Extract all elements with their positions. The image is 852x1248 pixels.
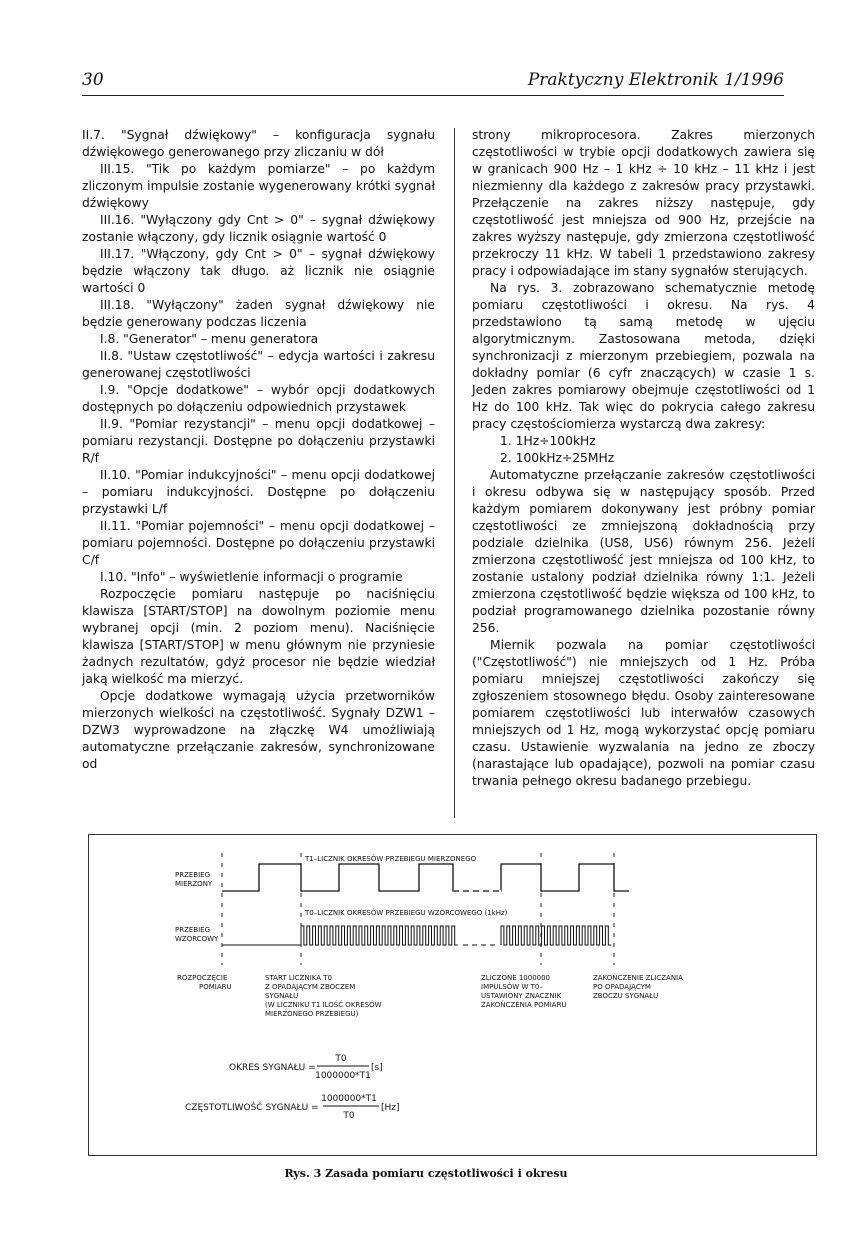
note-counted-line1: ZLICZONE 1000000 — [481, 974, 551, 982]
page-header — [82, 64, 784, 92]
reference-label-line1: PRZEBIEG — [175, 926, 211, 934]
paragraph: III.18. "Wyłączony" żaden sygnał dźwiękowy nie będzie generowany podczas liczenia — [82, 298, 435, 329]
paragraph: Opcje dodatkowe wymagają użycia przetworników mierzonych wielkości na częstotliwość. Sygnały DZW1 – DZW3 wyprowadzone na złączkę W4 umożliwiają automatyczne przełączanie zakresów, synchronizowane od — [82, 689, 435, 771]
measured-waveform — [222, 864, 629, 891]
note-counted-line3: USTAWIONY ZNACZNIK — [481, 992, 562, 1000]
paragraph: I.10. "Info" – wyświetlenie informacji o programie — [100, 570, 403, 584]
note-end-line1: ZAKOŃCZENIE ZLICZANIA — [593, 974, 683, 982]
note-t0-start-line1: START LICZNIKA T0 — [265, 974, 332, 982]
header-rule — [82, 95, 784, 96]
note-start-line2: POMIARU — [199, 983, 232, 991]
paragraph: Na rys. 3. zobrazowano schematycznie metodę pomiaru częstotliwości i okresu. Na rys. 4 przedstawiono tą samą metodę w ujęciu algorytmicznym. Zastosowana metoda, dzięki synchronizacji z mierzonym przebiegiem, pozwala na dokładny pomiar (6 cyfr znaczących) w czasie 1 s. Jeden zakres pomiarowy obejmuje częstotliwości od 1 Hz do 100 kHz. Tak więc do pokrycia całego zakresu pracy częstościomierza wystarczą dwa zakresy: — [472, 281, 815, 431]
note-t0-start-line5: MIERZONEGO PRZEBIEGU) — [265, 1010, 359, 1018]
paragraph: I.9. "Opcje dodatkowe" – wybór opcji dodatkowych dostępnych po dołączeniu odpowiednich przystawek — [82, 383, 435, 414]
paragraph: II.7. "Sygnał dźwiękowy" – konfiguracja sygnału dźwiękowego generowanego przy zliczaniu w dół — [82, 128, 435, 159]
reference-pulses — [222, 926, 611, 945]
t1-counter-label: T1–LICZNIK OKRESÓW PRZEBIEGU MIERZONEGO — [305, 855, 477, 863]
formula-period-denominator: 1000000*T1 — [315, 1071, 371, 1081]
paragraph: 2. 100kHz÷25MHz — [500, 451, 615, 465]
measured-label-line2: MIERZONY — [175, 880, 213, 888]
note-t0-start-line4: (W LICZNIKU T1 ILOŚĆ OKRESÓW — [265, 1001, 382, 1009]
formula-period-unit: [s] — [371, 1063, 383, 1073]
note-end-line2: PO OPADAJĄCYM — [593, 983, 651, 991]
timing-diagram — [89, 835, 816, 1155]
figure-caption: Rys. 3 Zasada pomiaru częstotliwości i okresu — [284, 1167, 568, 1180]
t0-counter-label: T0–LICZNIK OKRESÓW PRZEBIEGU WZORCOWEGO (1kHz) — [305, 909, 508, 917]
paragraph: II.10. "Pomiar indukcyjności" – menu opcji dodatkowej – pomiaru indukcyjności. Dostępne po dołączeniu przystawki L/f — [82, 468, 435, 516]
paragraph: 1. 1Hz÷100kHz — [500, 434, 596, 448]
note-counted-line2: IMPULSÓW W T0– — [481, 983, 543, 991]
formula-period-label: OKRES SYGNAŁU = — [229, 1063, 316, 1073]
formula-frequency-label: CZĘSTOTLIWOŚĆ SYGNAŁU = — [185, 1103, 319, 1113]
left-column — [82, 127, 435, 773]
paragraph: I.8. "Generator" – menu generatora — [100, 332, 319, 346]
note-counted-line4: ZAKOŃCZENIA POMIARU — [481, 1001, 567, 1009]
page-number: 30 — [82, 70, 104, 90]
paragraph: Automatyczne przełączanie zakresów częstotliwości i okresu odbywa się w następujący sposób. Przed każdym pomiarem dokonywany jest próbny pomiar częstotliwości ze zmniejszoną dokładnością przy podziale dzielnika (US8, US6) równym 256. Jeżeli zmierzona częstotliwość jest mniejsza od 100 kHz, to zostanie ustalony podział dzielnika równy 1:1. Jeżeli zmierzona częstotliwość będzie większa od 100 kHz, to podział programowanego dzielnika pozostanie równy 256. — [472, 468, 815, 635]
paragraph: III.17. "Włączony, gdy Cnt > 0" – sygnał dźwiękowy będzie włączony tak długo. aż licznik nie osiągnie wartości 0 — [82, 247, 435, 295]
formula-period-numerator: T0 — [335, 1054, 347, 1064]
paragraph: strony mikroprocesora. Zakres mierzonych częstotliwości w trybie opcji dodatkowych zawiera się w granicach 900 Hz – 1 kHz ÷ 10 kHz – 11 kHz i jest niezmienny dla każdego z zakresów pracy przystawki. Przełączenie na zakres niższy następuje, gdy częstotliwość jest mniejsza od 900 Hz, przejście na zakres wyższy następuje, gdy zmierzona częstotliwość przekroczy 11 kHz. W tabeli 1 przedstawiono zakresy pracy i odpowiadające im stany sygnałów sterujących. — [472, 128, 815, 278]
publication-title: Praktyczny Elektronik 1/1996 — [527, 70, 784, 90]
figure-timing-diagram — [88, 834, 817, 1156]
formula-frequency-numerator: 1000000*T1 — [321, 1094, 377, 1104]
paragraph: III.16. "Wyłączony gdy Cnt > 0" – sygnał dźwiękowy zostanie włączony, gdy licznik osiągnie wartość 0 — [82, 213, 435, 244]
note-start-line1: ROZPOCZĘCIE — [177, 974, 228, 982]
paragraph: II.8. "Ustaw częstotliwość" – edycja wartości i zakresu generowanej częstotliwości — [82, 349, 435, 380]
paragraph: Rozpoczęcie pomiaru następuje po naciśnięciu klawisza [START/STOP] na dowolnym poziomie menu wybranej opcji (min. 2 poziom menu). Naciśnięcie klawisza [START/STOP] w menu głównym nie przyniesie żadnych rezultatów, gdyż procesor nie będzie wiedział jaką wielkość ma mierzyć. — [82, 587, 435, 686]
column-divider — [454, 128, 455, 818]
right-column — [472, 127, 815, 790]
reference-label-line2: WZORCOWY — [175, 935, 219, 943]
measured-label-line1: PRZEBIEG — [175, 871, 211, 879]
note-t0-start-line2: Z OPADAJĄCYM ZBOCZEM — [265, 983, 356, 991]
paragraph: Miernik pozwala na pomiar częstotliwości ("Częstotliwość") nie mniejszych od 1 Hz. Próba pomiaru mniejszej częstotliwości zakończy się zgłoszeniem stosownego błędu. Osoby zainteresowane pomiarem częstotliwości lub interwałów czasowych mniejszych od 1 Hz, mogą wykorzystać opcję pomiaru czasu. Ustawienie wyzwalania na jedno ze zboczy (narastające lub opadające), pozwoli na pomiar czasu trwania pełnego okresu badanego przebiegu. — [472, 638, 815, 788]
note-t0-start-line3: SYGNAŁU — [265, 992, 299, 1000]
formula-frequency-unit: [Hz] — [381, 1103, 400, 1113]
formula-frequency-denominator: T0 — [343, 1111, 355, 1121]
paragraph: II.9. "Pomiar rezystancji" – menu opcji dodatkowej – pomiaru rezystancji. Dostępne po dołączeniu przystawki R/f — [82, 417, 435, 465]
paragraph: III.15. "Tik po każdym pomiarze" – po każdym zliczonym impulsie zostanie wygenerowany krótki sygnał dźwiękowy — [82, 162, 435, 210]
note-end-line3: ZBOCZU SYGNAŁU — [593, 992, 659, 1000]
paragraph: II.11. "Pomiar pojemności" – menu opcji dodatkowej – pomiaru pojemności. Dostępne po dołączeniu przystawki C/f — [82, 519, 435, 567]
reference-waveform — [222, 926, 611, 945]
